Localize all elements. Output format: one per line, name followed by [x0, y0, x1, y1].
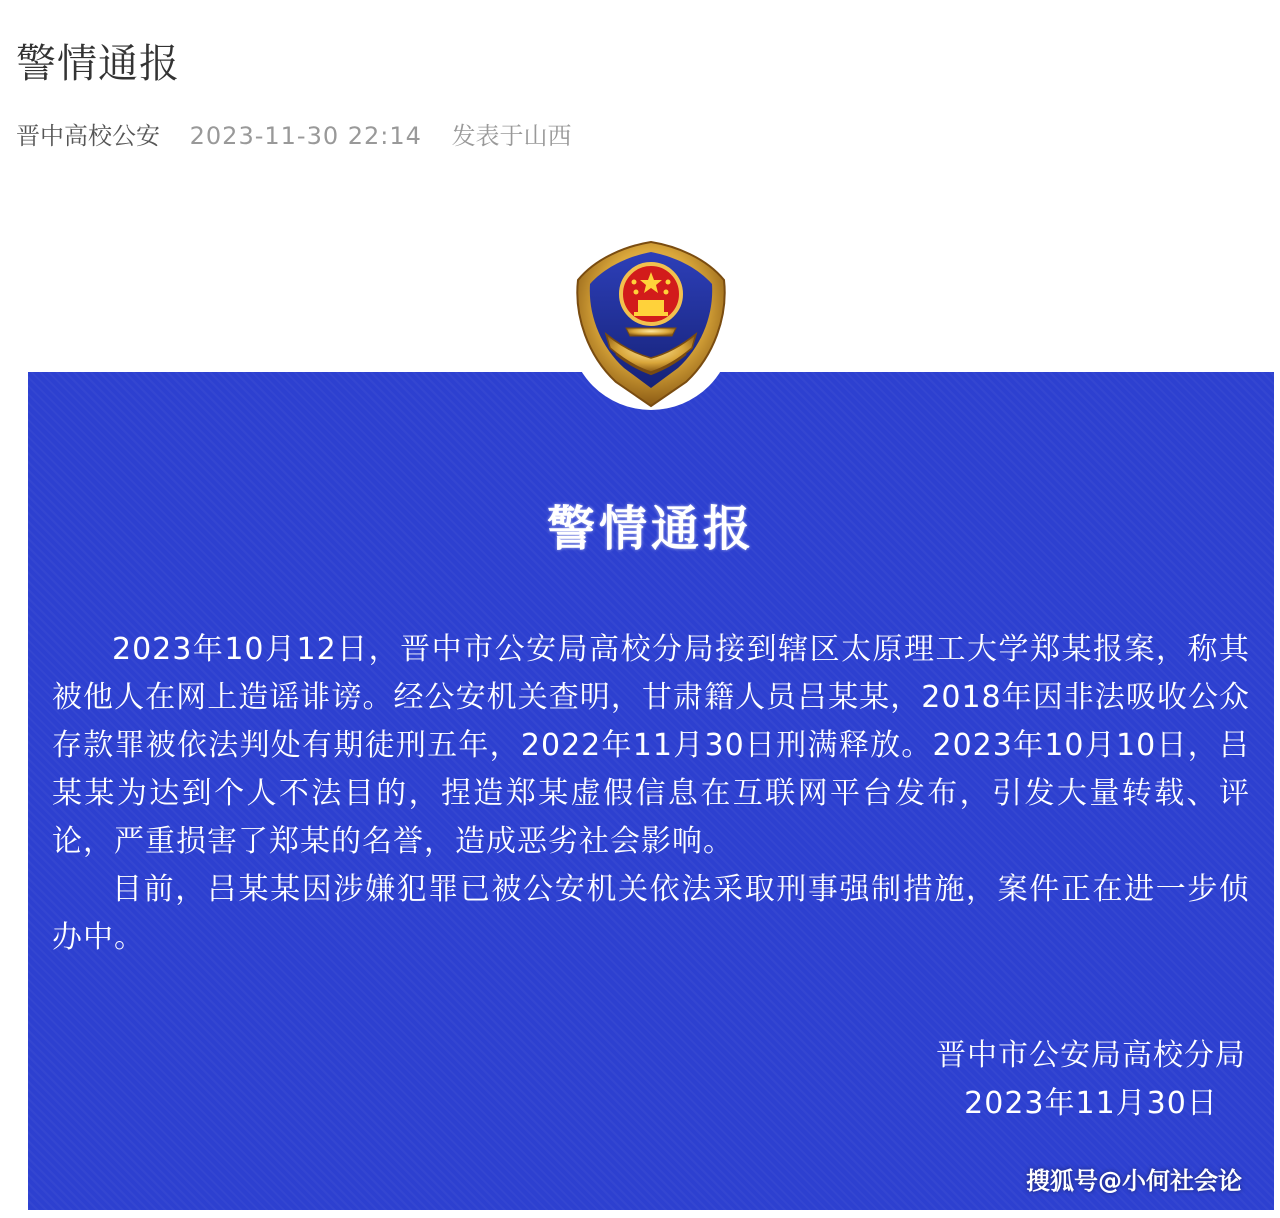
police-badge-icon: [566, 236, 736, 412]
notice-image: [0, 236, 1280, 1218]
notice-issuer: 晋中市公安局高校分局: [936, 1038, 1246, 1073]
notice-paragraph: 2023年10月12日，晋中市公安局高校分局接到辖区太原理工大学郑某报案，称其被他人在网上造谣诽谤。经公安机关查明，甘肃籍人员吕某某，2018年因非法吸收公众存款罪被依法判处有期徒刑五年，2022年11月30日刑满释放。2023年10月10日，吕某某为达到个人不法目的，捏造郑某虚假信息在互联网平台发布，引发大量转载、评论，严重损害了郑某的名誉，造成恶劣社会影响。: [52, 632, 1250, 859]
notice-signature: [936, 1032, 1246, 1128]
notice-body: [52, 626, 1250, 962]
post-location: 发表于山西: [451, 122, 572, 150]
author-name[interactable]: 晋中高校公安: [16, 122, 160, 150]
notice-date: 2023年11月30日: [964, 1086, 1218, 1121]
notice-panel: [28, 372, 1274, 1210]
post-timestamp: 2023-11-30 22:14: [189, 122, 422, 150]
watermark: 搜狐号@小何社会论: [1026, 1167, 1242, 1195]
post-meta: [16, 116, 572, 151]
notice-heading: 警情通报: [546, 501, 755, 557]
post-title: 警情通报: [16, 41, 180, 87]
notice-paragraph: 目前，吕某某因涉嫌犯罪已被公安机关依法采取刑事强制措施，案件正在进一步侦办中。: [52, 872, 1250, 955]
